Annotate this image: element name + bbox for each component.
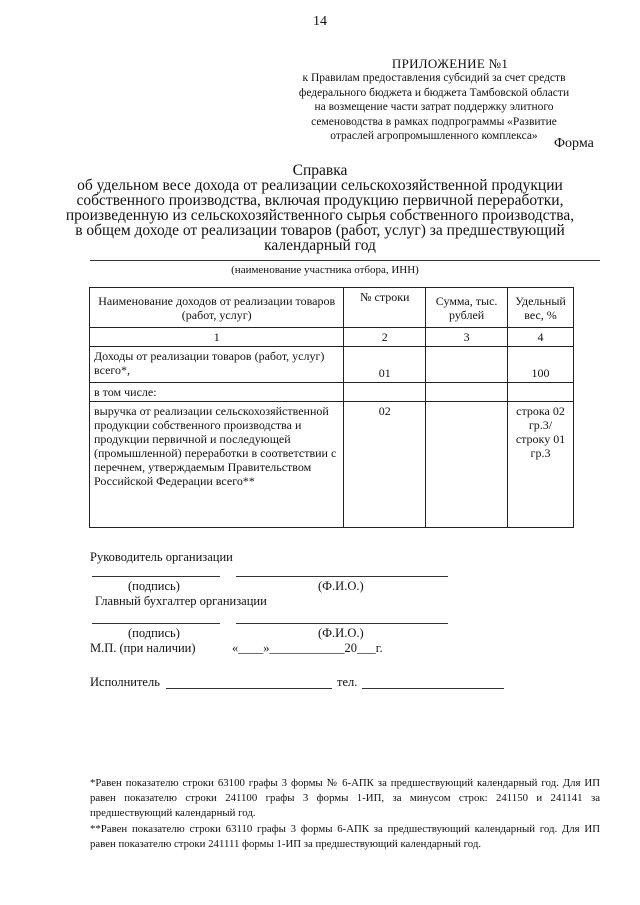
column-number-row	[90, 328, 574, 347]
table-row	[90, 347, 574, 383]
head-fio-line[interactable]	[236, 576, 448, 577]
col-number: 1	[90, 328, 344, 347]
empty-cell	[508, 383, 574, 402]
appendix-text	[268, 71, 600, 144]
appendix-line: к Правилам предоставления субсидий за счет средств	[302, 72, 566, 84]
title-line: в общем доходе от реализации товаров (работ, услуг) за предшествующий	[75, 222, 565, 239]
col-number: 2	[344, 328, 426, 347]
document-title	[60, 163, 580, 253]
row1-share: 100	[508, 347, 574, 383]
page-number: 14	[313, 14, 327, 29]
col-number: 3	[426, 328, 508, 347]
title-line: собственного производства, включая продукцию первичной переработки,	[76, 192, 564, 209]
appendix-line: отраслей агропромышленного комплекса»	[330, 130, 538, 142]
row2-share: строка 02 гр.3/ строку 01 гр.3	[508, 402, 574, 528]
participant-caption: (наименование участника отбора, ИНН)	[231, 264, 419, 276]
row2-sum[interactable]	[426, 402, 508, 528]
title-line: Справка	[292, 162, 348, 179]
row2-name: выручка от реализации сельскохозяйственной продукции собственного производства и продукции первичной и последующей (промышленной) переработки в соответствии с перечнем, утверждаемым Правительством Российской Федерации всего**	[90, 402, 344, 528]
executor-line[interactable]	[166, 688, 332, 689]
sign-caption: (подпись)	[128, 579, 180, 593]
table-header-row	[90, 288, 574, 328]
appendix-title: ПРИЛОЖЕНИЕ №1	[391, 56, 509, 71]
header-name: Наименование доходов от реализации товаров (работ, услуг)	[90, 288, 344, 328]
table-row	[90, 383, 574, 402]
head-label: Руководитель организации	[90, 550, 233, 564]
header-row-no: № строки	[344, 288, 426, 328]
appendix-line: на возмещение части затрат поддержку элитного	[314, 101, 554, 113]
stamp-label: М.П. (при наличии)	[90, 641, 196, 655]
sign-caption: (подпись)	[128, 626, 180, 640]
col-number: 4	[508, 328, 574, 347]
row1-row-no: 01	[344, 347, 426, 383]
date-field[interactable]: «____»____________20___г.	[232, 641, 383, 655]
row2-row-no: 02	[344, 402, 426, 528]
phone-label: тел.	[337, 675, 358, 689]
row1-sum[interactable]	[426, 347, 508, 383]
accountant-signature-line[interactable]	[92, 623, 220, 624]
form-label: Форма	[554, 136, 594, 151]
head-signature-line[interactable]	[92, 576, 220, 577]
participant-name-line[interactable]	[90, 260, 600, 261]
header-sum: Сумма, тыс. рублей	[426, 288, 508, 328]
table-row	[90, 402, 574, 528]
chief-accountant-label: Главный бухгалтер организации	[95, 594, 267, 608]
empty-cell	[426, 383, 508, 402]
appendix-line: федерального бюджета и бюджета Тамбовской области	[298, 86, 570, 99]
income-table	[89, 287, 574, 528]
empty-cell	[344, 383, 426, 402]
title-line: об удельном весе дохода от реализации сельскохозяйственной продукции	[77, 177, 563, 194]
accountant-fio-line[interactable]	[236, 623, 448, 624]
header-share: Удельный вес, %	[508, 288, 574, 328]
including-label: в том числе:	[90, 383, 344, 402]
fio-caption: (Ф.И.О.)	[318, 579, 364, 593]
title-line: календарный год	[264, 237, 376, 254]
phone-line[interactable]	[362, 688, 504, 689]
footnote-2: **Равен показателю строки 63110 графы 3 формы 6-АПК за предшествующий календарный год. Для ИП равен показателю строки 241111 формы 1-ИП за предшествующий календарный год.	[90, 823, 600, 850]
footnote-1: *Равен показателю строки 63100 графы 3 формы № 6-АПК за предшествующий календарный год. Для ИП равен показателю строки 241100 графы 3 формы 1-ИП, за минусом строк: 241150 и 241141 за предшествующий календарный год.	[90, 777, 600, 819]
executor-label: Исполнитель	[90, 675, 160, 689]
title-line: произведенную из сельскохозяйственного сырья собственного производства,	[65, 207, 575, 224]
appendix-line: семеноводства в рамках подпрограммы «Развитие	[311, 115, 557, 128]
fio-caption: (Ф.И.О.)	[318, 626, 364, 640]
row1-name: Доходы от реализации товаров (работ, услуг) всего*,	[90, 347, 344, 383]
